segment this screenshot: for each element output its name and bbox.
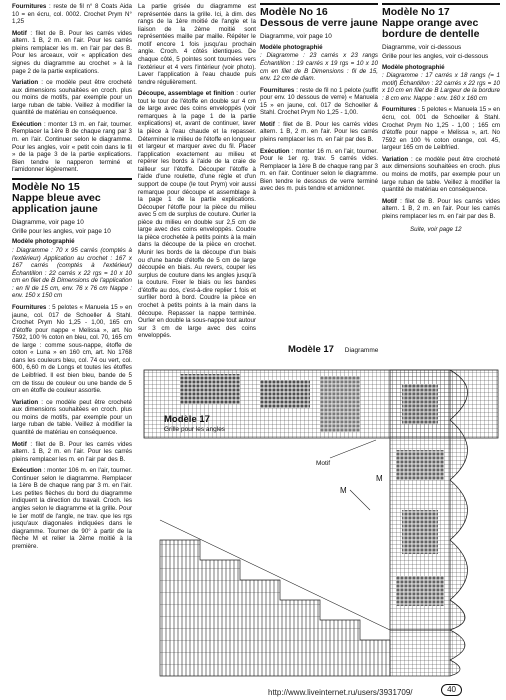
model-15-diagram-ref: Diagramme, voir page 10 xyxy=(12,218,84,226)
model-15-photo-text: : Diagramme : 70 x 95 carrés (comptés à l'extérieur) Application au crochet : 167 x 167 carrés (comptés à l'extérieur) Échantillon : 22 carrés x 22 rgs = 10 x 10 cm en filet de B Dimensions de l'application : en fil de 15 cm, env. 76 x 76 cm Nappe : env. 150 x 150 cm xyxy=(12,247,132,300)
main-diagram-dense-block xyxy=(402,510,438,554)
section-divider xyxy=(12,178,132,180)
motif-17: Motif : filet de B. Pour les carrés vides altern. 1 B, 2 m. en l'air. Pour les carrés pleins remplacer les m. en l'air par des B. xyxy=(382,197,500,220)
corner-grid-scallop-edge xyxy=(450,630,465,676)
execution-15: Exécution : monter 106 m. en l'air, tourner. Continuer selon le diagramme. Remplacer la 1ère B de chaque rang par 3 m. en l'air. Les petites flèches du bord du diagramme indiquent la direction du travail. Croch. les angles selon le diagramme et la grille. Pour le 1er motif de l'angle, ne trav. que les rgs jusqu'aux diagonales indiquées dans le diagramme. Tourner de 90° à partir de la flèche M et relier la 2ème moitié à la première. xyxy=(12,467,132,550)
motif-label: Motif xyxy=(316,460,331,467)
model-15-title: Modèle No 15 Nappe bleue avec application jaune xyxy=(12,180,101,215)
execution-16: Exécution : monter 16 m. en l'air, tourner. Pour le 1er rg. trav. 5 carrés vides. Remplacer la 1ère B de chaque rang par 3 m. en l'air. Continuer selon le diagramme. Bien tendre le dessous de verre terminé avec des m. puis tendre et amidonner. xyxy=(260,147,378,193)
motif-16: Motif : filet de B. Pour les carrés vides altern. 1 B, 2 m. en l'air. Pour les carrés pleins remplacer les m. en l'air par des B. xyxy=(260,120,378,144)
main-diagram-title: Modèle 17 Diagramme xyxy=(288,344,379,355)
model-15-photo-label: Modèle photographié xyxy=(12,238,75,246)
model-17-diagram-ref: Diagramme, voir ci-dessous xyxy=(382,44,462,52)
decoupe-section: Découpe, assemblage et finition : ourler tout le tour de l'étoffe en double sur 4 cm de large avec des coins enveloppés (voir remarques à la page 1 de la partie explications) et, avant de continuer, laver la pièce à l'eau chaude et la repasser. Déterminer le milieu de l'étoffe en longueur et largeur et marquer avec du fil. Placer l'application exactement au milieu et repérer les bords à l'aide de la craie de tailleur sur l'étoffe. Découper l'étoffe à l'aide d'une roulette, d'une règle et d'un support de coupe (le tout Prym) voir aussi remarque pour découpe et assemblage à la page 1 de la partie explications. Découper l'étoffe pour la pièce du milieu avec 5 cm de surplus de couture. Ourler la pièce du milieu en double sur 2,5 cm de large avec des coins enveloppés. Coudre la pièce crochetée à petits points à la main dans la découpe de la pièce en crochet. Munir les bords de la découpe d'un biais ou d'une bande d'étoffe de 5 cm de large découpée en biais. Au revers, couper les surplus de couture dans les angles jusqu'à la couture. Fixer le biais ou les bandes d'étoffe au dos, c'est-à-dire replier 1 fois et surfiler bord à bord. Coudre la pièce en crochet à petits points à la main dans la découpe. Repasser la nappe terminée. Ourler en double la sous-nappe tout autour sur 3 cm de large avec des coins enveloppés. xyxy=(138,90,256,340)
model-17-photo-label: Modèle photographié xyxy=(382,63,445,71)
fournitures-14: Fournitures : reste de fil n° 8 Coats Aida 10 = en écru, col. 0002. Crochet Prym N° 1,25 xyxy=(12,3,132,26)
main-diagram-dense-block xyxy=(260,380,310,408)
main-diagram-dense-block xyxy=(396,450,444,480)
fournitures-16: Fournitures : reste de fil no 1 pelote (suffit pour env. 10 dessous de verre) « Manuela 15 » en jaune, col. 017 de Schoeller & Stahl. Crochet Prym No 1,25 - 1,00. xyxy=(260,86,378,117)
chart-canvas xyxy=(140,340,500,680)
main-diagram-dense-block xyxy=(396,576,444,606)
col2-intro: La partie grisée du diagramme est représentée dans la grille. Ici, à dim. des rangs de la 1ère moitié de l'angle et la liaison de la 2ème moitié sont représentées maille par maille. Répéter le motif encore 1 fois jusqu'au prochain angle. Croch. 4 côtés identiques. De chaque côté, 5 pointes sont tournées vers l'extérieur et 4 vers l'intérieur (voir photo). Laver l'application à l'eau chaude puis tendre régulièrement. xyxy=(138,3,256,86)
model-16-photo-text: : Diagramme : 23 carrés x 23 rangs Échantillon : 19 carrés x 19 rgs = 10 x 10 cm en filet de B Dimensions : fil de 15, env. 12 cm de diam. xyxy=(260,52,378,83)
m-arrow-line xyxy=(350,490,370,510)
model-16-title: Modèle No 16 Dessous de verre jaune xyxy=(260,6,378,30)
motif-14: Motif : filet de B. Pour les carrés vides altern. 1 B, 2 m. en l'air. Pour les carrés pleins remplacer les m. en l'air par des B. Pour les arceaux, voir « application des signes du diagramme au crochet » à la page 2 de la partie explications. xyxy=(12,29,132,75)
variation-14: Variation : ce modèle peut être crocheté aux dimensions souhaitées en croch. plus ou moins de motifs, par exemple pour un large ruban de table. Veillez à modifier la quantité de matériau en conséquence. xyxy=(12,79,132,117)
section-divider xyxy=(260,3,378,5)
variation-15: Variation : ce modèle peut être crocheté aux dimensions souhaitées en croch. plus ou moins de motifs, par exemple pour un large ruban de table. Veillez à modifier la quantité de matériau en conséquence. xyxy=(12,398,132,436)
section-divider xyxy=(382,3,500,5)
motif-leader-line xyxy=(330,440,376,458)
model-15-grid-ref: Grille pour les angles, voir page 10 xyxy=(12,227,111,235)
execution-14: Exécution : monter 13 m. en l'air, tourner. Remplacer la 1ère B de chaque rang par 3 m. en l'air. Continuer selon le diagramme. Pour les angles, voir « petit coin dans le fil » de la page 3 de la partie explications. Bien tendre le napperon terminé et l'amidonner légèrement. xyxy=(12,120,132,174)
source-watermark: http://www.liveinternet.ru/users/3931709/ xyxy=(268,688,413,698)
model-16-diagram-ref: Diagramme, voir page 10 xyxy=(260,33,332,41)
corner-grid-staircase xyxy=(160,540,390,676)
model-17-photo-text: : Diagramme : 17 carrés x 18 rangs (= 1 motif) Échantillon : 22 carrés x 22 rgs = 10 x 10 cm en filet de B Largeur de la bordure : 8 cm env. Nappe : env. 160 x 160 cm xyxy=(382,72,500,102)
model-16-photo-label: Modèle photographié xyxy=(260,43,323,51)
model-17-title: Modèle No 17 Nappe orange avec bordure de dentelle xyxy=(382,6,480,41)
variation-17: Variation : ce modèle peut être crocheté aux dimensions souhaitées en croch. plus ou moins de motifs, par exemple pour un large ruban de table. Veillez à modifier la quantité de matériau en conséquence. xyxy=(382,155,500,194)
fournitures-15: Fournitures : 5 pelotes « Manuela 15 » en jaune, col. 017 de Schoeller & Stahl. Crochet Prym No 1,25 - 1,00, 165 cm d'étoffe pour nappe « Melissa », art. No 7592, 100 % coton en bleu, col. 70, 165 cm de large : comme sous-nappe, étoffe de coton « Luna » en 160 cm, art. No 1768 dans les couleurs bleu, col. 74 ou vert, col. 600, 6,60 m de Longs et toutes les étoffes de Leibfried. Il est bien bleu, bande de 5 cm de tissu de couleur ou une bande de 5 cm en étoffe de couleur assortie. xyxy=(12,303,132,395)
suite-ref: Suite, voir page 12 xyxy=(410,226,462,234)
corner-grid-subtitle: Grille pour les angles xyxy=(164,426,226,433)
column-2 xyxy=(138,3,256,363)
column-3 xyxy=(260,3,378,338)
m-arrow-label-2: M xyxy=(340,486,347,495)
model-17-grid-ref: Grille pour les angles, voir ci-dessous xyxy=(382,52,489,60)
main-diagram-dense-block xyxy=(180,374,240,404)
column-1 xyxy=(12,3,132,693)
page-number: 40 xyxy=(441,684,462,696)
corner-grid-edge-block xyxy=(390,630,450,676)
main-diagram-dense-block xyxy=(402,384,438,424)
corner-grid-title: Modèle 17 xyxy=(164,414,210,425)
crochet-charts xyxy=(140,340,500,680)
m-arrow-label: M xyxy=(376,474,383,483)
motif-15: Motif : filet de B. Pour les carrés vides altern. 1 B, 2 m. en l'air. Pour les carrés pleins remplacer les m. en l'air par des B. xyxy=(12,440,132,463)
main-diagram-dense-block xyxy=(320,376,360,432)
column-4 xyxy=(382,3,500,348)
fournitures-17: Fournitures : 5 pelotes « Manuela 15 » en écru, col. 001 de Schoeller & Stahl. Crochet Prym No 1,25 - 1,00 ; 165 cm d'étoffe pour nappe « Melissa », art. No 7592 en 100 % coton orange, col. 45, largeur 165 cm de Leibfried. xyxy=(382,106,500,152)
